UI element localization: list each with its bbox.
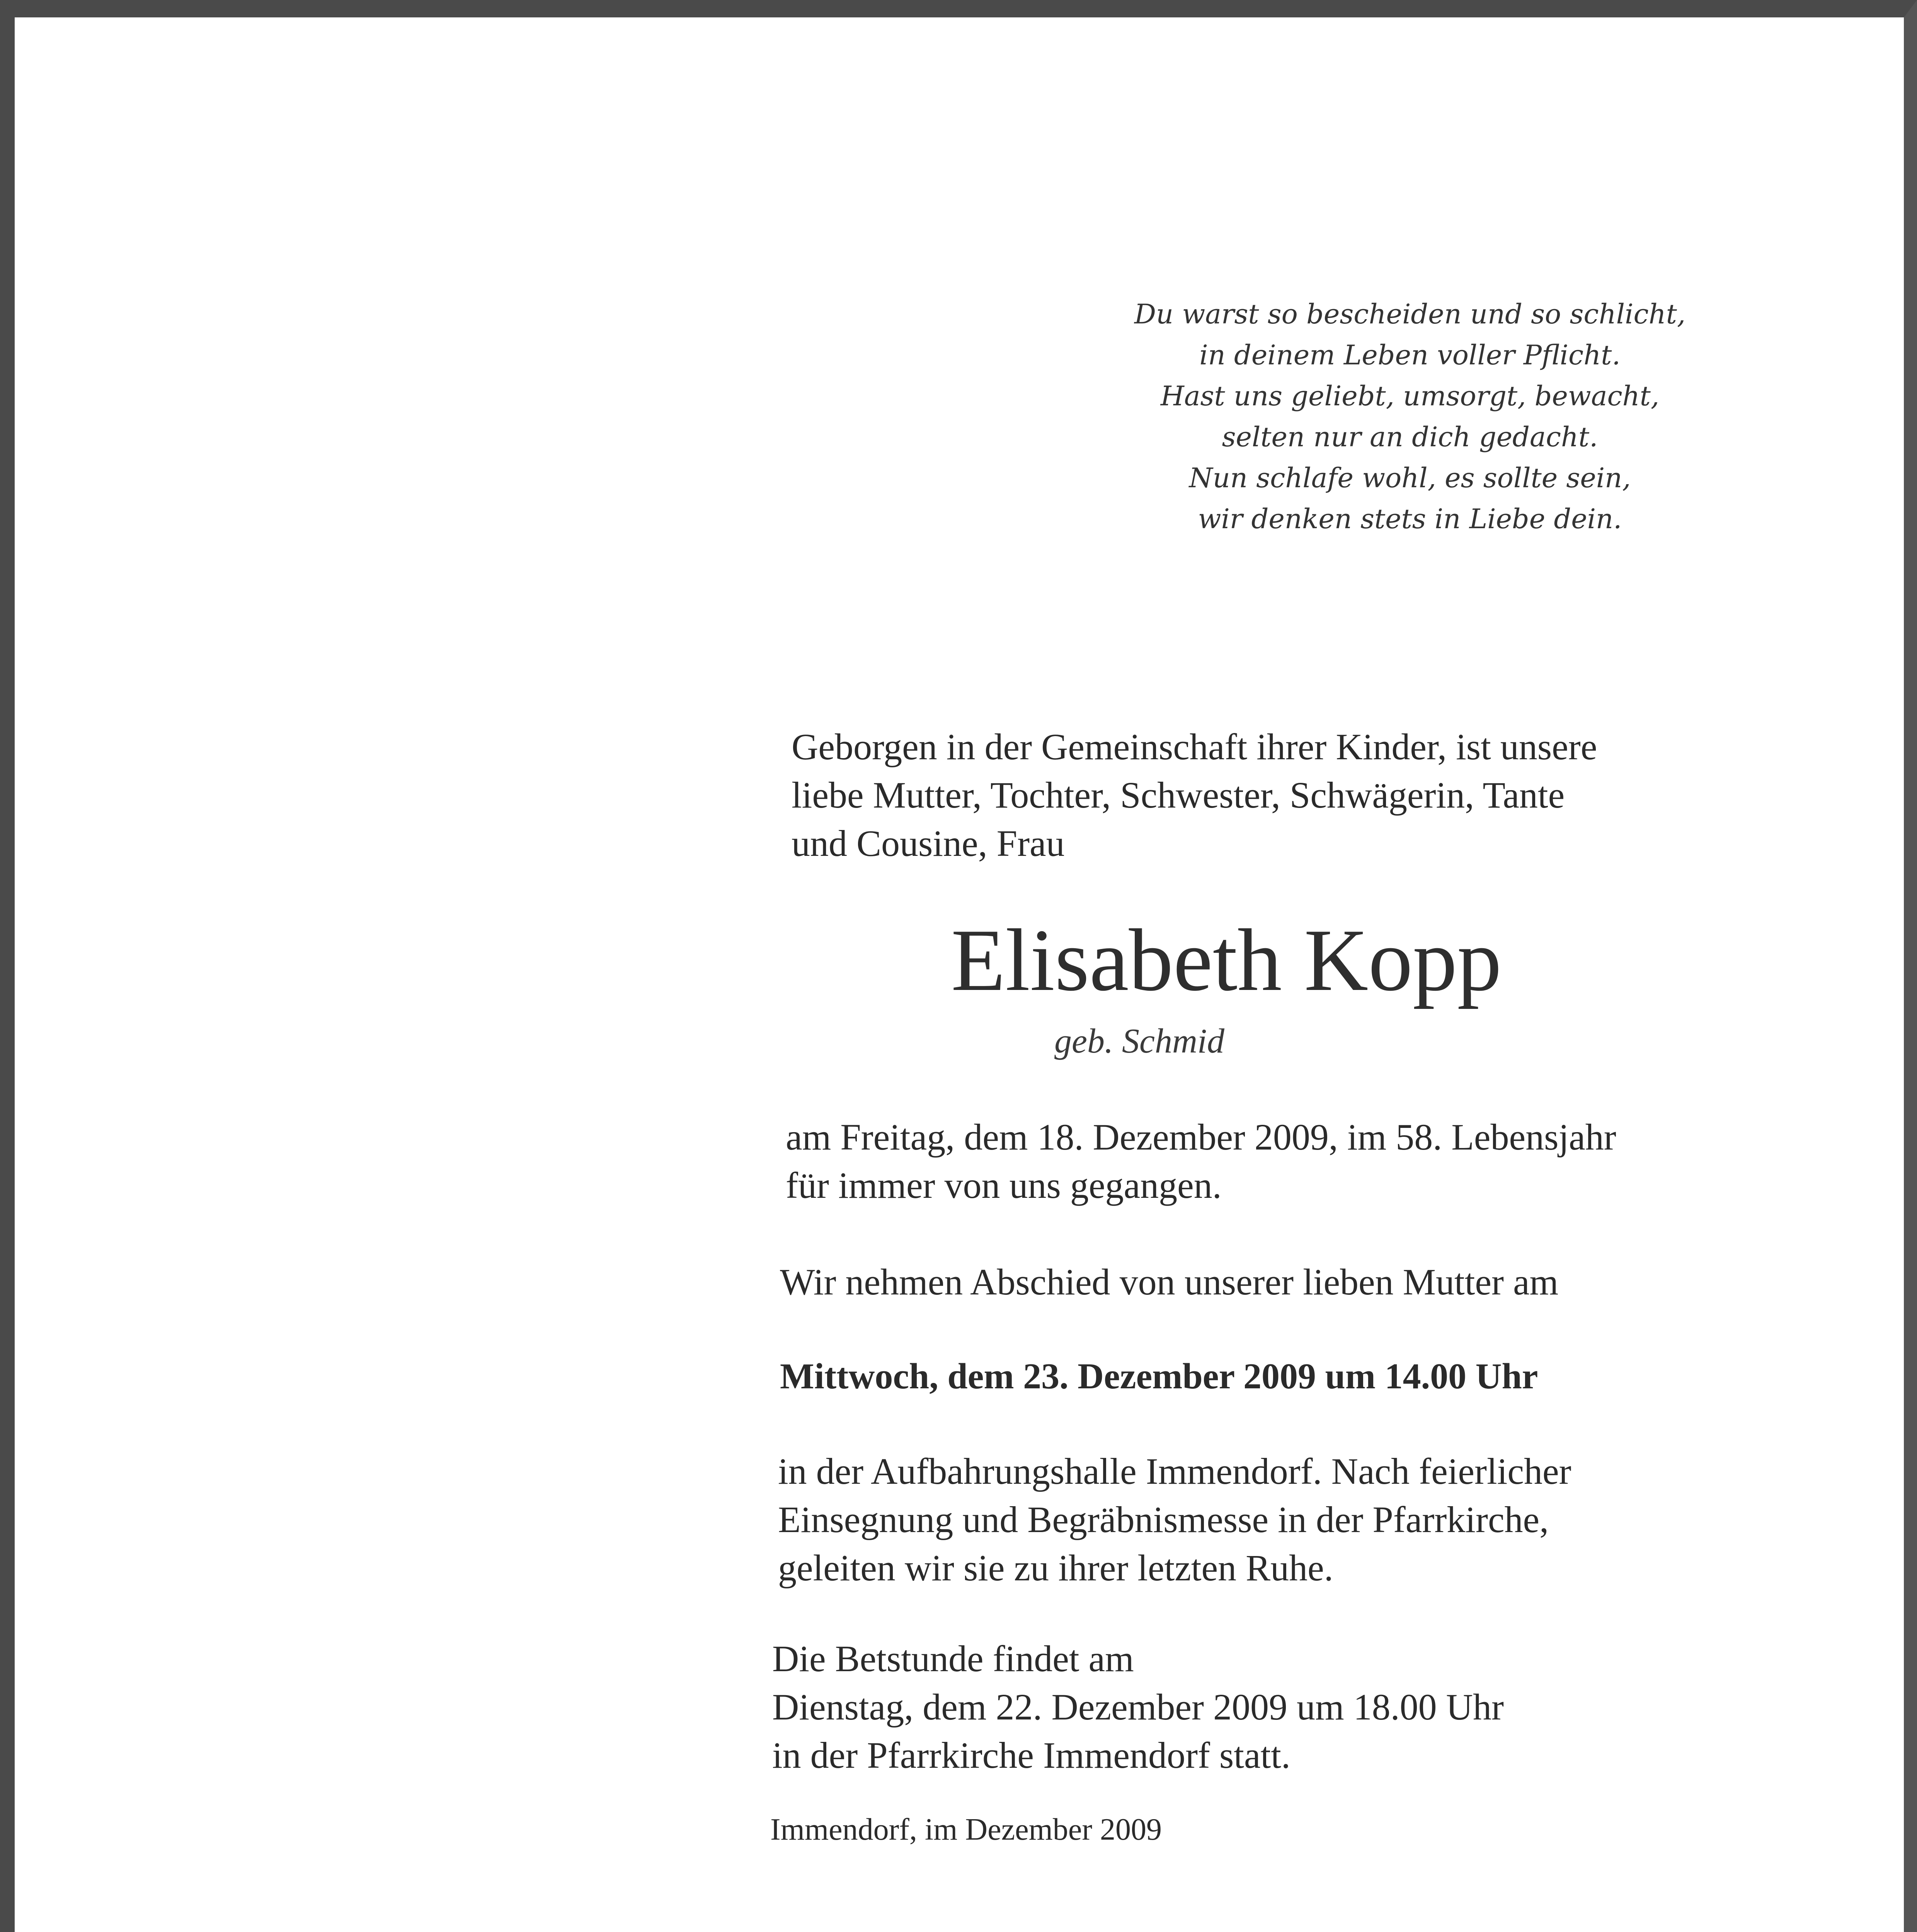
intro-line: und Cousine, Frau — [792, 823, 1065, 864]
poem-line: Hast uns geliebt, umsorgt, bewacht, — [1160, 380, 1660, 412]
death-notice — [786, 1113, 1616, 1209]
poem-line: Du warst so bescheiden und so schlicht, — [1134, 298, 1686, 330]
location-line: geleiten wir sie zu ihrer letzten Ruhe. — [778, 1547, 1333, 1588]
prayer-hour — [772, 1634, 1504, 1779]
intro-paragraph — [792, 723, 1758, 867]
poem-line: in deinem Leben voller Pflicht. — [1199, 339, 1621, 371]
death-notice-line: für immer von uns gegangen. — [786, 1165, 1222, 1206]
farewell-date: Mittwoch, dem 23. Dezember 2009 um 14.00 Uhr — [780, 1356, 1538, 1396]
intro-line: liebe Mutter, Tochter, Schwester, Schwägerin, Tante — [792, 774, 1565, 816]
memorial-poem — [1058, 294, 1762, 539]
maiden-name: geb. Schmid — [1054, 1022, 1224, 1060]
prayer-line: Dienstag, dem 22. Dezember 2009 um 18.00 Uhr — [772, 1686, 1504, 1728]
intro-line: Geborgen in der Gemeinschaft ihrer Kinder, ist unsere — [792, 726, 1597, 767]
location-line: in der Aufbahrungshalle Immendorf. Nach feierlicher — [778, 1451, 1571, 1492]
poem-line: Nun schlafe wohl, es sollte sein, — [1189, 462, 1631, 494]
poem-line: wir denken stets in Liebe dein. — [1198, 503, 1622, 535]
poem-line: selten nur an dich gedacht. — [1222, 421, 1598, 453]
farewell-intro: Wir nehmen Abschied von unserer lieben Mutter am — [780, 1261, 1559, 1303]
farewell-location — [778, 1447, 1571, 1592]
place-date: Immendorf, im Dezember 2009 — [770, 1813, 1162, 1847]
deceased-name: Elisabeth Kopp — [951, 911, 1502, 1009]
prayer-line: in der Pfarrkirche Immendorf statt. — [772, 1735, 1290, 1776]
prayer-line: Die Betstunde findet am — [772, 1638, 1134, 1679]
death-notice-line: am Freitag, dem 18. Dezember 2009, im 58. Lebensjahr — [786, 1116, 1616, 1158]
location-line: Einsegnung und Begräbnismesse in der Pfarrkirche, — [778, 1499, 1549, 1540]
